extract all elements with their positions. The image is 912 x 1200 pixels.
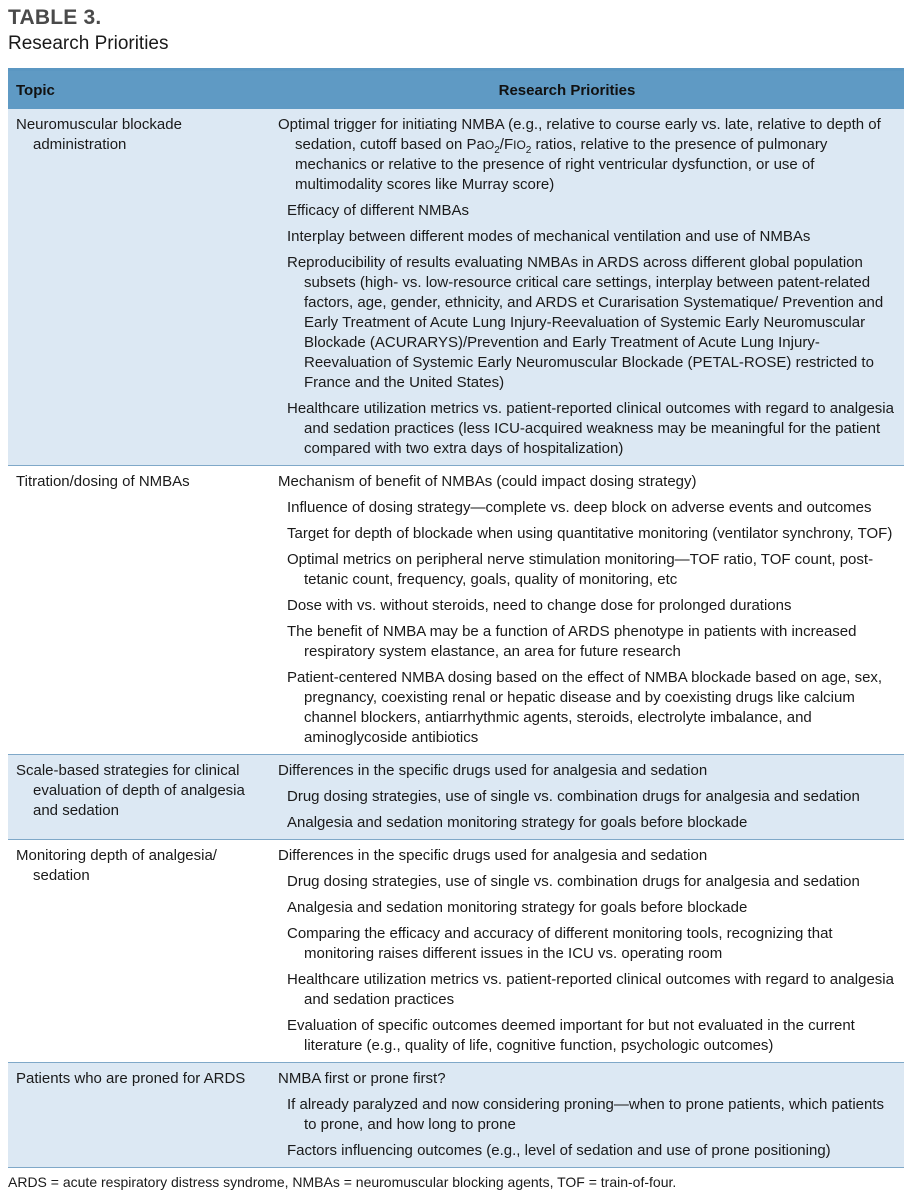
priority-item: Influence of dosing strategy—complete vs. deep block on adverse events and outcomes bbox=[287, 499, 872, 516]
topic-label: Titration/dosing of NMBAs bbox=[16, 473, 190, 490]
topic-label: Monitoring depth of analgesia/ sedation bbox=[16, 847, 217, 884]
priority-item: Dose with vs. without steroids, need to change dose for prolonged durations bbox=[287, 597, 792, 614]
table-row bbox=[8, 1063, 904, 1168]
column-header-topic: Topic bbox=[16, 81, 55, 99]
priorities-cell bbox=[270, 109, 904, 465]
priority-item: Comparing the efficacy and accuracy of different monitoring tools, recognizing that monitoring raises different issues in the ICU vs. operating room bbox=[287, 925, 833, 962]
priorities-cell bbox=[270, 755, 904, 839]
topic-label: Neuromuscular blockade administration bbox=[16, 116, 182, 153]
priorities-cell bbox=[270, 1063, 904, 1167]
priority-item: Target for depth of blockade when using quantitative monitoring (ventilator synchrony, TOF) bbox=[287, 525, 893, 542]
table-footnote: ARDS = acute respiratory distress syndrome, NMBAs = neuromuscular blocking agents, TOF = train-of-four. bbox=[8, 1174, 677, 1190]
topic-label: Scale-based strategies for clinical evaluation of depth of analgesia and sedation bbox=[16, 762, 245, 819]
topic-cell bbox=[8, 755, 270, 839]
priority-item: Drug dosing strategies, use of single vs. combination drugs for analgesia and sedation bbox=[287, 788, 860, 805]
topic-cell bbox=[8, 109, 270, 465]
priority-item: Optimal trigger for initiating NMBA (e.g., relative to course early vs. late, relative to depth of sedation, cutoff based on $PaO_2/FIO_2$ ratios, relative to the presence of pulmonary mechanics or relative to the presence of right ventricular dysfunction, or use of multimodality scores like Murray score) bbox=[278, 116, 881, 193]
topic-cell bbox=[8, 1063, 270, 1167]
priority-item: Analgesia and sedation monitoring strategy for goals before blockade bbox=[287, 814, 748, 831]
topic-label: Patients who are proned for ARDS bbox=[16, 1070, 246, 1087]
table-title: Research Priorities bbox=[8, 33, 169, 54]
priority-item: Reproducibility of results evaluating NMBAs in ARDS across different global population subsets (high- vs. low-resource critical care settings, interplay between patent-related factors, age, gender, ethnicity, and ARDS et Curarisation Systematique/ Prevention and Early Treatment of Acute Lung Injury-Reevaluation of Systemic Early Neuromuscular Blockade (ACURARYS)/Prevention and Early Treatment of Acute Lung Injury-Reevaluation of Systemic Early Neuromuscular Blockade (PETAL-ROSE) restricted to France and the United States) bbox=[287, 254, 884, 391]
table-row bbox=[8, 840, 904, 1063]
priority-item: Factors influencing outcomes (e.g., level of sedation and use of prone positioning) bbox=[287, 1142, 831, 1159]
priority-item: Differences in the specific drugs used for analgesia and sedation bbox=[278, 847, 708, 864]
priority-item: Healthcare utilization metrics vs. patient-reported clinical outcomes with regard to analgesia and sedation practices bbox=[287, 971, 894, 1008]
table-row bbox=[8, 109, 904, 466]
priority-item: Drug dosing strategies, use of single vs. combination drugs for analgesia and sedation bbox=[287, 873, 860, 890]
table-body bbox=[8, 109, 904, 1168]
priority-item: Efficacy of different NMBAs bbox=[287, 202, 470, 219]
priority-item: Interplay between different modes of mechanical ventilation and use of NMBAs bbox=[287, 228, 811, 245]
research-priorities-table bbox=[8, 68, 904, 1168]
priority-item: If already paralyzed and now considering proning—when to prone patients, which patients to prone, and how long to prone bbox=[287, 1096, 885, 1133]
table-row bbox=[8, 755, 904, 840]
topic-cell bbox=[8, 466, 270, 754]
priorities-cell bbox=[270, 840, 904, 1062]
topic-cell bbox=[8, 840, 270, 1062]
priorities-cell bbox=[270, 466, 904, 754]
priority-item: Patient-centered NMBA dosing based on the effect of NMBA blockade based on age, sex, pregnancy, coexisting renal or hepatic disease and by coexisting drugs like calcium channel blockers, antiarrhythmic agents, steroids, electrolyte imbalance, and aminoglycoside antibiotics bbox=[287, 669, 883, 746]
column-header-priorities: Research Priorities bbox=[498, 81, 636, 99]
table-number: TABLE 3. bbox=[8, 6, 102, 29]
table-row bbox=[8, 466, 904, 755]
table-header-row bbox=[8, 71, 904, 109]
priority-item: Analgesia and sedation monitoring strategy for goals before blockade bbox=[287, 899, 748, 916]
priority-item: Evaluation of specific outcomes deemed important for but not evaluated in the current literature (e.g., quality of life, cognitive function, psychologic outcomes) bbox=[287, 1017, 855, 1054]
priority-item: Healthcare utilization metrics vs. patient-reported clinical outcomes with regard to analgesia and sedation practices (less ICU-acquired weakness may be meaningful for the patient compared with two extra days of hospitalization) bbox=[287, 400, 894, 457]
priority-item: NMBA first or prone first? bbox=[278, 1070, 446, 1087]
priority-item: Mechanism of benefit of NMBAs (could impact dosing strategy) bbox=[278, 473, 697, 490]
priority-item: Differences in the specific drugs used for analgesia and sedation bbox=[278, 762, 708, 779]
priority-item: The benefit of NMBA may be a function of ARDS phenotype in patients with increased respiratory system elastance, an area for future research bbox=[287, 623, 857, 660]
priority-item: Optimal metrics on peripheral nerve stimulation monitoring—TOF ratio, TOF count, post-tetanic count, frequency, goals, quality of monitoring, etc bbox=[287, 551, 874, 588]
